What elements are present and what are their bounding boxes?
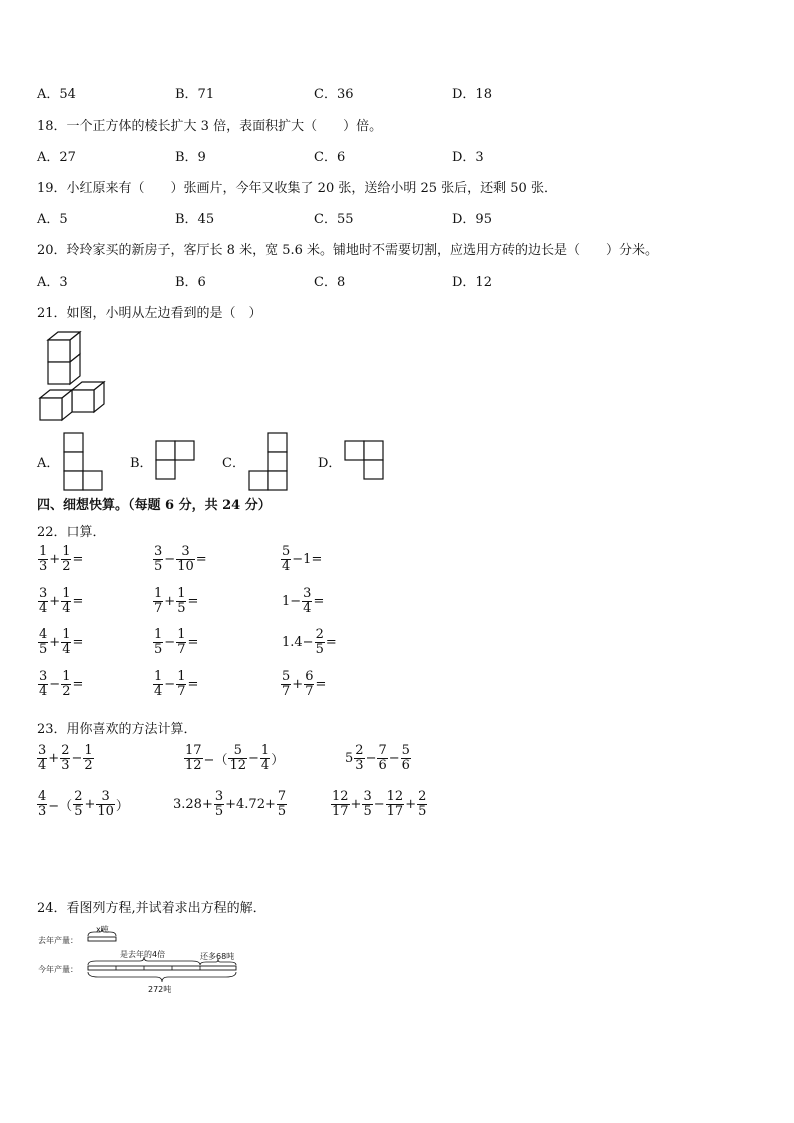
q22-item-7: $\frac{4}{5}$ + $\frac{1}{4}$ = [39,627,84,657]
q18-option-b[interactable]: B．9 [175,150,206,165]
more-label: 还多68吨 [200,952,235,961]
q20-text: 20．玲玲家买的新房子，客厅长 8 米，宽 5.6 米。铺地时不需要切割，应选用方砖的边长是（ ）分米。 [37,243,659,258]
q23-expr-4: $\frac{4}{3}$ −（ $\frac{2}{5}$ + $\frac{3}{10}$ ） [38,789,129,819]
q23-expr-1: $\frac{3}{4}$ + $\frac{2}{3}$ − $\frac{1}{2}$ [38,743,93,773]
q22-item-12: $\frac{5}{7}$ + $\frac{6}{7}$ = [282,669,327,699]
last-year-bar [88,937,116,941]
total-brace [88,972,236,982]
q19-text: 19．小红原来有（ ）张画片，今年又收集了 20 张，送给小明 25 张后，还剩 50 张． [37,181,557,196]
q20-option-d[interactable]: D．12 [452,275,492,290]
q22-item-3: $\frac{5}{4}$ −1= [282,544,323,574]
q20-option-a[interactable]: A．3 [37,275,68,290]
cube-bottom-left [40,390,72,420]
q21-text: 21．如图，小明从左边看到的是（ ） [37,306,262,321]
q18-text: 18．一个正方体的棱长扩大 3 倍，表面积扩大（ ）倍。 [37,119,383,134]
q23-title: 23．用你喜欢的方法计算． [37,722,197,737]
last-year-label: 去年产量： [38,936,78,945]
q18-option-a[interactable]: A．27 [37,150,76,165]
q21-option-c-figure[interactable] [248,432,290,492]
q22-item-11: $\frac{1}{4}$ − $\frac{1}{7}$ = [154,669,199,699]
q22-item-8: $\frac{1}{5}$ − $\frac{1}{7}$ = [154,627,199,657]
q24-title: 24．看图列方程,并试着求出方程的解． [37,901,266,916]
q22-item-2: $\frac{3}{5}$ − $\frac{3}{10}$ = [154,544,207,574]
total-label: 272吨 [148,985,172,994]
q23-expr-5: 3.28+ $\frac{3}{5}$ +4.72+ $\frac{7}{5}$ [173,789,287,819]
q23-expr-6: $\frac{12}{17}$ + $\frac{3}{5}$ − $\frac{12}{17}$ + $\frac{2}{5}$ [332,789,427,819]
q20-option-b[interactable]: B．6 [175,275,206,290]
q22-item-1: $\frac{1}{3}$ + $\frac{1}{2}$ = [39,544,84,574]
cube-stack-figure [38,330,118,426]
this-year-label: 今年产量： [38,965,78,974]
q18-option-c[interactable]: C．6 [314,150,346,165]
q19-option-c[interactable]: C．55 [314,212,354,227]
q21-option-b-label[interactable]: B． [130,456,153,471]
q17-option-b[interactable]: B．71 [175,87,215,102]
q23-expr-2: $\frac{17}{12}$ −（ $\frac{5}{12}$ − $\frac{1}{4}$ ） [185,743,285,773]
q22-item-9: 1.4− $\frac{2}{5}$ = [282,627,337,657]
q24-line-diagram [36,922,256,998]
q21-option-a-figure[interactable] [63,432,105,492]
this-year-bar [88,966,236,970]
q19-options [37,208,737,226]
q22-item-10: $\frac{3}{4}$ − $\frac{1}{2}$ = [39,669,84,699]
q23-expr-3: 5 $\frac{2}{3}$ − $\frac{7}{6}$ − $\frac{5}{6}$ [345,743,410,773]
q20-options [37,271,737,289]
x-label: x吨 [96,925,109,934]
q20-option-c[interactable]: C．8 [314,275,346,290]
q19-option-d[interactable]: D．95 [452,212,492,227]
q18-option-d[interactable]: D．3 [452,150,484,165]
q21-option-d-figure[interactable] [344,440,386,482]
q17-option-c[interactable]: C．36 [314,87,354,102]
section4-title: 四、细想快算。（每题 6 分，共 24 分） [37,498,271,513]
q19-option-a[interactable]: A．5 [37,212,68,227]
q17-option-d[interactable]: D．18 [452,87,492,102]
q21-option-d-label[interactable]: D． [318,456,342,471]
q19-option-b[interactable]: B．45 [175,212,215,227]
q17-option-a[interactable]: A．54 [37,87,76,102]
q22-item-4: $\frac{3}{4}$ + $\frac{1}{4}$ = [39,586,84,616]
q17-options [37,83,737,101]
q21-option-a-label[interactable]: A． [37,456,60,471]
q18-options [37,146,737,164]
q22-item-6: 1− $\frac{3}{4}$ = [282,586,325,616]
cube-right [72,382,104,412]
times-label: 是去年的4倍 [120,950,166,959]
q21-option-c-label[interactable]: C． [222,456,245,471]
q22-title: 22．口算． [37,525,106,540]
q21-option-b-figure[interactable] [155,440,197,482]
q22-item-5: $\frac{1}{7}$ + $\frac{1}{5}$ = [154,586,199,616]
